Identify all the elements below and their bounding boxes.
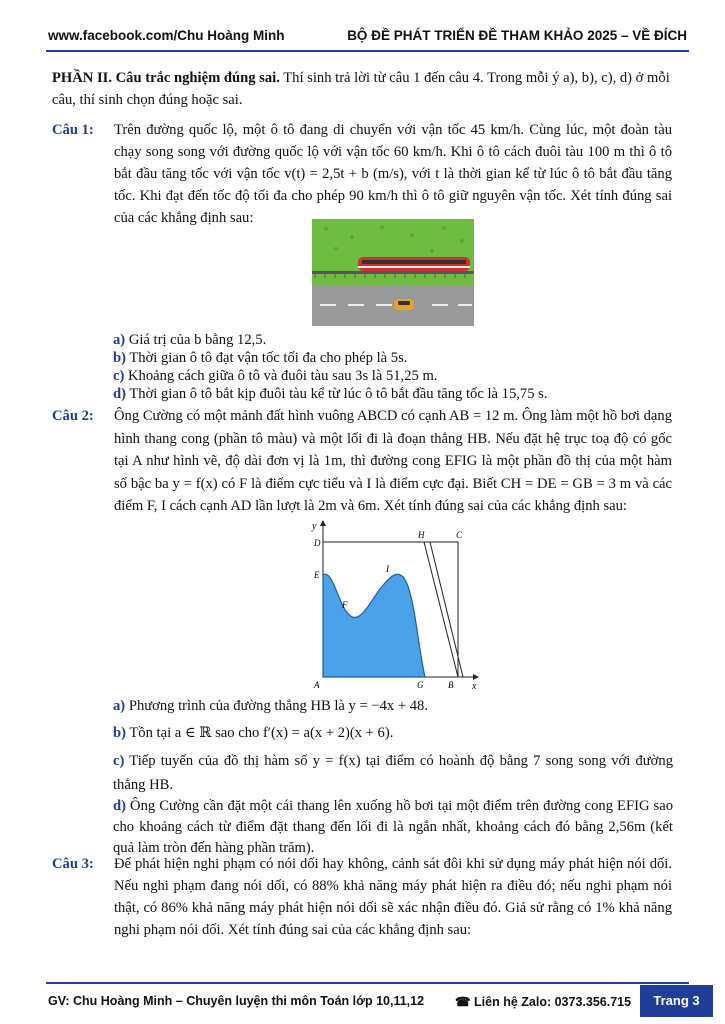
- question-text: Ông Cường có một mảnh đất hình vuông ABCD có cạnh AB = 12 m. Ông làm một hồ bơi dạng hình thang cong (phần tô màu) và một lối đi là đoạn thẳng HB. Nếu đặt hệ trục toạ độ có gốc tại A như hình vẽ, độ dài đơn vị là 1m, thì đường cong EFIG là một phần đồ thị của một hàm số bậc ba y = f(x) có F là điểm cực tiểu và I là điểm cực đại. Biết CH = DE = GB = 3 m và các điểm F, I cách cạnh AD lần lượt là 2m và 6m. Xét tính đúng sai của các khẳng định sau:: [114, 408, 672, 514]
- option-text: Giá trị của b bằng 12,5.: [128, 332, 267, 348]
- option-key: a): [113, 332, 126, 348]
- label-G: G: [417, 680, 424, 690]
- footer-divider: [46, 982, 689, 984]
- train-car-illustration: [312, 219, 474, 326]
- q1-option-c: [113, 366, 673, 386]
- q1-option-b: [113, 348, 673, 368]
- question-label: Câu 2:: [52, 408, 94, 424]
- label-A: A: [314, 680, 320, 690]
- section-title: PHẦN II. Câu trắc nghiệm đúng sai.: [52, 70, 280, 86]
- pool-diagram: [306, 517, 482, 693]
- header-website: www.facebook.com/Chu Hoàng Minh: [48, 28, 285, 43]
- q1-option-a: [113, 330, 673, 350]
- question-1: [52, 119, 672, 229]
- label-I: I: [386, 564, 389, 574]
- option-key: d): [113, 798, 126, 814]
- q1-option-d: [113, 384, 673, 404]
- question-text: Để phát hiện nghi phạm có nói dối hay không, cảnh sát đôi khi sử dụng máy phát hiện nói dối. Nếu nghi phạm đang nói dối, có 88% khả năng máy phát hiện ra điều đó; nếu nghi phạm nói thật, có 86% khả năng máy phát hiện nói dối sẽ xác nhận điều đó. Giả sử rằng có 1% khả năng nghi phạm nói dối. Xét tính đúng sai của các khẳng định sau:: [114, 856, 672, 938]
- option-key: a): [113, 698, 126, 714]
- option-key: c): [113, 753, 125, 769]
- label-H: H: [418, 530, 425, 540]
- label-F: F: [342, 600, 348, 610]
- section-intro: [52, 67, 672, 111]
- option-text: Khoảng cách giữa ô tô và đuôi tàu sau 3s là 51,25 m.: [128, 368, 438, 384]
- label-x: x: [472, 681, 477, 692]
- question-2: [52, 405, 672, 518]
- question-text: Trên đường quốc lộ, một ô tô đang di chuyển với vận tốc 45 km/h. Cùng lúc, một đoàn tàu chạy song song với đường quốc lộ với vận tốc 60 km/h. Khi ô tô cách đuôi tàu 100 m thì ô tô bắt đầu tăng tốc với vận tốc v(t) = 2,5t + b (m/s), với t là thời gian kể từ lúc ô tô bắt đầu tăng tốc. Khi đạt đến tốc độ tối đa cho phép 90 km/h thì ô tô giữ nguyên vận tốc. Xét tính đúng sai của các khẳng định sau:: [114, 122, 672, 226]
- label-E: E: [314, 570, 320, 580]
- option-key: d): [113, 386, 126, 402]
- label-D: D: [314, 538, 321, 548]
- option-key: b): [113, 350, 126, 366]
- header-divider: [46, 50, 689, 52]
- header-title: BỘ ĐỀ PHÁT TRIỂN ĐỀ THAM KHẢO 2025 – VỀ ĐÍCH: [347, 28, 687, 43]
- label-B: B: [448, 680, 454, 690]
- option-text: Phương trình của đường thẳng HB là y = −4x + 48.: [128, 698, 428, 714]
- page-number-badge: Trang 3: [640, 985, 713, 1017]
- question-3: [52, 853, 672, 941]
- option-text: Tiếp tuyến của đồ thị hàm số y = f(x) tại điểm có hoành độ bằng 7 song song với đường thẳng HB.: [113, 753, 673, 793]
- option-text: Tồn tại a ∈ ℝ sao cho f′(x) = a(x + 2)(x + 6).: [129, 725, 394, 741]
- label-C: C: [456, 530, 463, 540]
- footer-teacher: GV: Chu Hoàng Minh – Chuyên luyện thi môn Toán lớp 10,11,12: [48, 994, 425, 1008]
- section-instructions: Thí sinh trả lời từ câu 1 đến câu 4. Trong mỗi ý a), b), c), d) ở mỗi câu, thí sinh chọn đúng hoặc sai.: [52, 70, 670, 108]
- q2-option-c: [113, 749, 673, 797]
- question-label: Câu 3:: [52, 856, 94, 872]
- question-label: Câu 1:: [52, 122, 94, 138]
- option-text: Thời gian ô tô bắt kịp đuôi tàu kể từ lúc ô tô bắt đầu tăng tốc là 15,75 s.: [129, 386, 548, 402]
- option-key: b): [113, 725, 126, 741]
- footer-contact: ☎ Liên hệ Zalo: 0373.356.715: [455, 995, 632, 1009]
- q2-option-d: [113, 796, 673, 859]
- q2-option-a: [113, 696, 673, 716]
- q2-option-b: [113, 723, 673, 743]
- option-key: c): [113, 368, 125, 384]
- option-text: Thời gian ô tô đạt vận tốc tối đa cho phép là 5s.: [129, 350, 408, 366]
- option-text: Ông Cường cần đặt một cái thang lên xuống hồ bơi tại một điểm trên đường cong EFIG sao cho khoảng cách từ điểm đặt thang đến lối đi là ngắn nhất, khoảng cách đó bằng 2,56m (kết quả làm tròn đến hàng phần trăm).: [113, 798, 673, 856]
- label-y: y: [312, 521, 317, 532]
